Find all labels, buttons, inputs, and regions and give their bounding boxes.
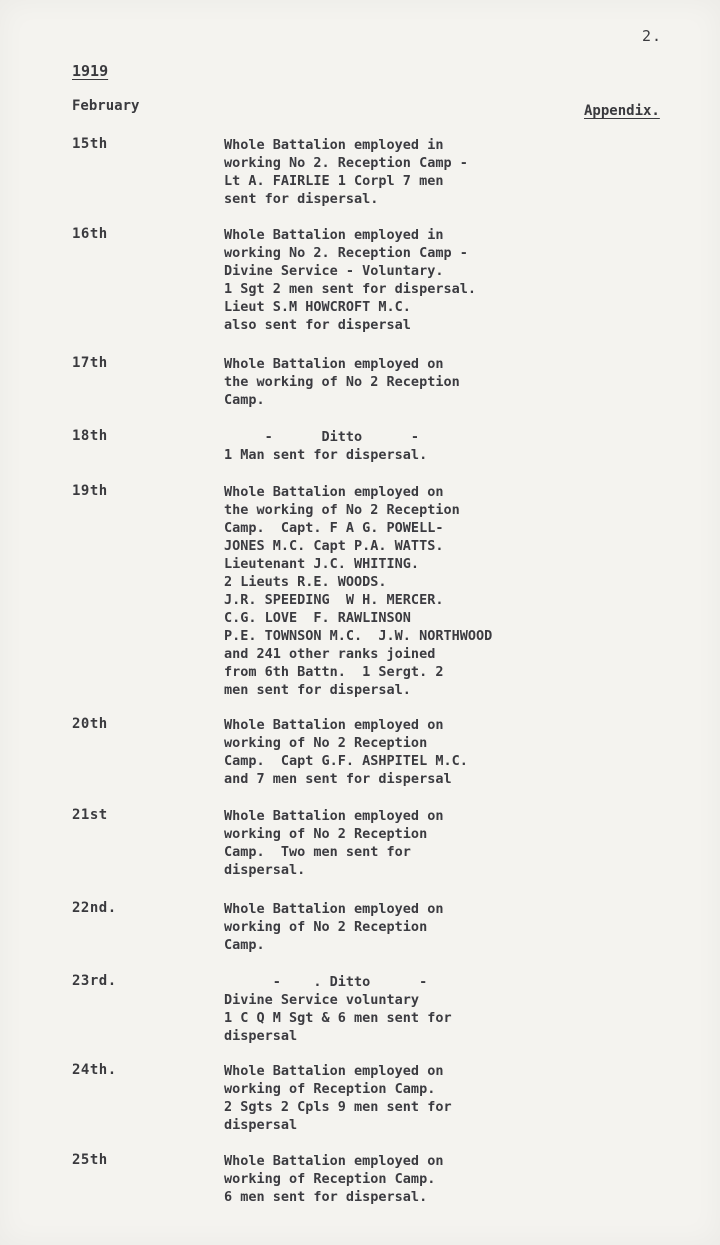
entry-text: Whole Battalion employed on working of Reception Camp. 6 men sent for dispersal. <box>224 1153 444 1205</box>
entry-date: 22nd. <box>72 900 117 916</box>
entry-text: - Ditto - 1 Man sent for dispersal. <box>224 429 428 463</box>
entry-text: Whole Battalion employed on working of No 2 Reception Camp. Two men sent for dispersal. <box>224 808 444 878</box>
entry-text: Whole Battalion employed on the working of No 2 Reception Camp. Capt. F A G. POWELL- JONES M.C. Capt P.A. WATTS. Lieutenant J.C. WHITING. 2 Lieuts R.E. WOODS. J.R. SPEEDING W H. MERCER. C.G. LOVE F. RAWLINSON P.E. TOWNSON M.C. J.W. NORTHWOOD and 241 other ranks joined from 6th Battn. 1 Sergt. 2 men sent for dispersal. <box>224 484 493 698</box>
entry-text: Whole Battalion employed on working of No 2 Reception Camp. <box>224 901 444 953</box>
entry-date: 20th <box>72 716 108 732</box>
entry-date: 25th <box>72 1152 108 1168</box>
entry-date: 21st <box>72 807 108 823</box>
entry-text: Whole Battalion employed on the working of No 2 Reception Camp. <box>224 356 460 408</box>
entry-date: 24th. <box>72 1062 117 1078</box>
entry-text: Whole Battalion employed in working No 2. Reception Camp - Lt A. FAIRLIE 1 Corpl 7 men sent for dispersal. <box>224 137 468 207</box>
page-number: 2. <box>642 27 663 45</box>
entry-date: 16th <box>72 226 108 242</box>
month-heading: February <box>72 98 140 114</box>
appendix-heading: Appendix. <box>584 103 660 119</box>
entry-date: 18th <box>72 428 108 444</box>
entry-date: 17th <box>72 355 108 371</box>
entry-date: 19th <box>72 483 108 499</box>
entry-text: Whole Battalion employed on working of Reception Camp. 2 Sgts 2 Cpls 9 men sent for dispersal <box>224 1063 452 1133</box>
entry-text: - . Ditto - Divine Service voluntary 1 C Q M Sgt & 6 men sent for dispersal <box>224 974 452 1044</box>
entry-date: 15th <box>72 136 108 152</box>
entry-text: Whole Battalion employed in working No 2. Reception Camp - Divine Service - Voluntary. 1 Sgt 2 men sent for dispersal. Lieut S.M HOWCROFT M.C. also sent for dispersal <box>224 227 476 333</box>
entry-text: Whole Battalion employed on working of No 2 Reception Camp. Capt G.F. ASHPITEL M.C. and 7 men sent for dispersal <box>224 717 468 787</box>
year-heading: 1919 <box>72 62 109 80</box>
entry-date: 23rd. <box>72 973 117 989</box>
